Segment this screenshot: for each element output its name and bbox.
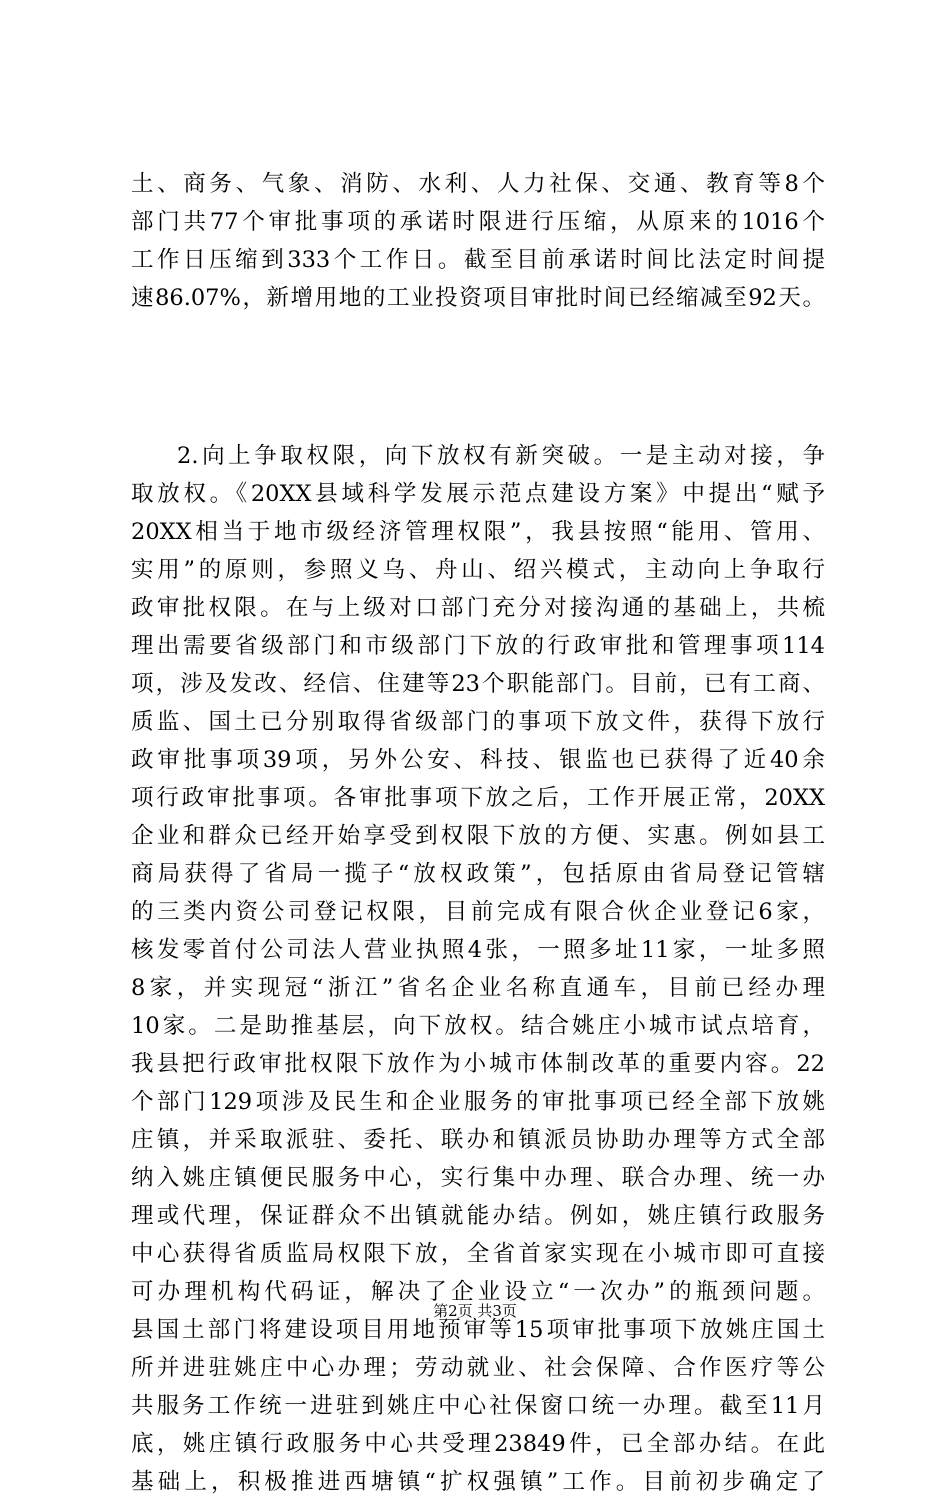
paragraph-1 bbox=[131, 165, 825, 317]
text-line: 基础上，积极推进西塘镇“扩权强镇”工作。目前初步确定了 bbox=[131, 1469, 825, 1495]
text-line: 的三类内资公司登记权限，目前完成有限合伙企业登记6家， bbox=[131, 899, 825, 925]
text-line: 核发零首付公司法人营业执照4张，一照多址11家，一址多照 bbox=[131, 937, 825, 963]
text-line: 政审批事项39项，另外公安、科技、银监也已获得了近40余 bbox=[131, 747, 825, 773]
text-line: 取放权。《20XX县域科学发展示范点建设方案》中提出“赋予 bbox=[131, 481, 825, 507]
text-line: 理出需要省级部门和市级部门下放的行政审批和管理事项114 bbox=[131, 633, 825, 659]
text-line: 项，涉及发改、经信、住建等23个职能部门。目前，已有工商、 bbox=[131, 671, 825, 697]
text-line: 质监、国土已分别取得省级部门的事项下放文件，获得下放行 bbox=[131, 709, 825, 735]
text-line: 商局获得了省局一揽子“放权政策”，包括原由省局登记管辖 bbox=[131, 861, 825, 887]
text-line: 企业和群众已经开始享受到权限下放的方便、实惠。例如县工 bbox=[131, 823, 825, 849]
text-line: 我县把行政审批权限下放作为小城市体制改革的重要内容。22 bbox=[131, 1051, 825, 1077]
text-line: 速86.07%，新增用地的工业投资项目审批时间已经缩减至92天。 bbox=[131, 285, 825, 311]
text-line: 庄镇，并采取派驻、委托、联办和镇派员协助办理等方式全部 bbox=[131, 1127, 825, 1153]
text-line: 纳入姚庄镇便民服务中心，实行集中办理、联合办理、统一办 bbox=[131, 1165, 825, 1191]
page-number-footer: 第2页 共3页 bbox=[433, 1302, 517, 1320]
text-line: 中心获得省质监局权限下放，全省首家实现在小城市即可直接 bbox=[131, 1241, 825, 1267]
text-line: 理或代理，保证群众不出镇就能办结。例如，姚庄镇行政服务 bbox=[131, 1203, 825, 1229]
text-line: 8家，并实现冠“浙江”省名企业名称直通车，目前已经办理 bbox=[131, 975, 825, 1001]
text-line: 政审批权限。在与上级对口部门充分对接沟通的基础上，共梳 bbox=[131, 595, 825, 621]
text-line: 实用”的原则，参照义乌、舟山、绍兴模式，主动向上争取行 bbox=[131, 557, 825, 583]
text-line: 部门共77个审批事项的承诺时限进行压缩，从原来的1016个 bbox=[131, 209, 825, 235]
paragraph-2 bbox=[131, 437, 825, 1501]
text-line: 10家。二是助推基层，向下放权。结合姚庄小城市试点培育， bbox=[131, 1013, 825, 1039]
text-line: 县国土部门将建设项目用地预审等15项审批事项下放姚庄国土 bbox=[131, 1317, 825, 1343]
text-line: 共服务工作统一进驻到姚庄中心社保窗口统一办理。截至11月 bbox=[131, 1393, 825, 1419]
text-line: 所并进驻姚庄中心办理；劳动就业、社会保障、合作医疗等公 bbox=[131, 1355, 825, 1381]
text-line-first: 2.向上争取权限，向下放权有新突破。一是主动对接，争 bbox=[177, 443, 825, 469]
text-line: 土、商务、气象、消防、水利、人力社保、交通、教育等8个 bbox=[131, 171, 825, 197]
text-line: 底，姚庄镇行政服务中心共受理23849件，已全部办结。在此 bbox=[131, 1431, 825, 1457]
text-line: 项行政审批事项。各审批事项下放之后，工作开展正常，20XX bbox=[131, 785, 825, 811]
text-line: 可办理机构代码证，解决了企业设立“一次办”的瓶颈问题。 bbox=[131, 1279, 825, 1305]
text-line: 20XX相当于地市级经济管理权限”，我县按照“能用、管用、 bbox=[131, 519, 825, 545]
text-line: 个部门129项涉及民生和企业服务的审批事项已经全部下放姚 bbox=[131, 1089, 825, 1115]
text-line: 工作日压缩到333个工作日。截至目前承诺时间比法定时间提 bbox=[131, 247, 825, 273]
